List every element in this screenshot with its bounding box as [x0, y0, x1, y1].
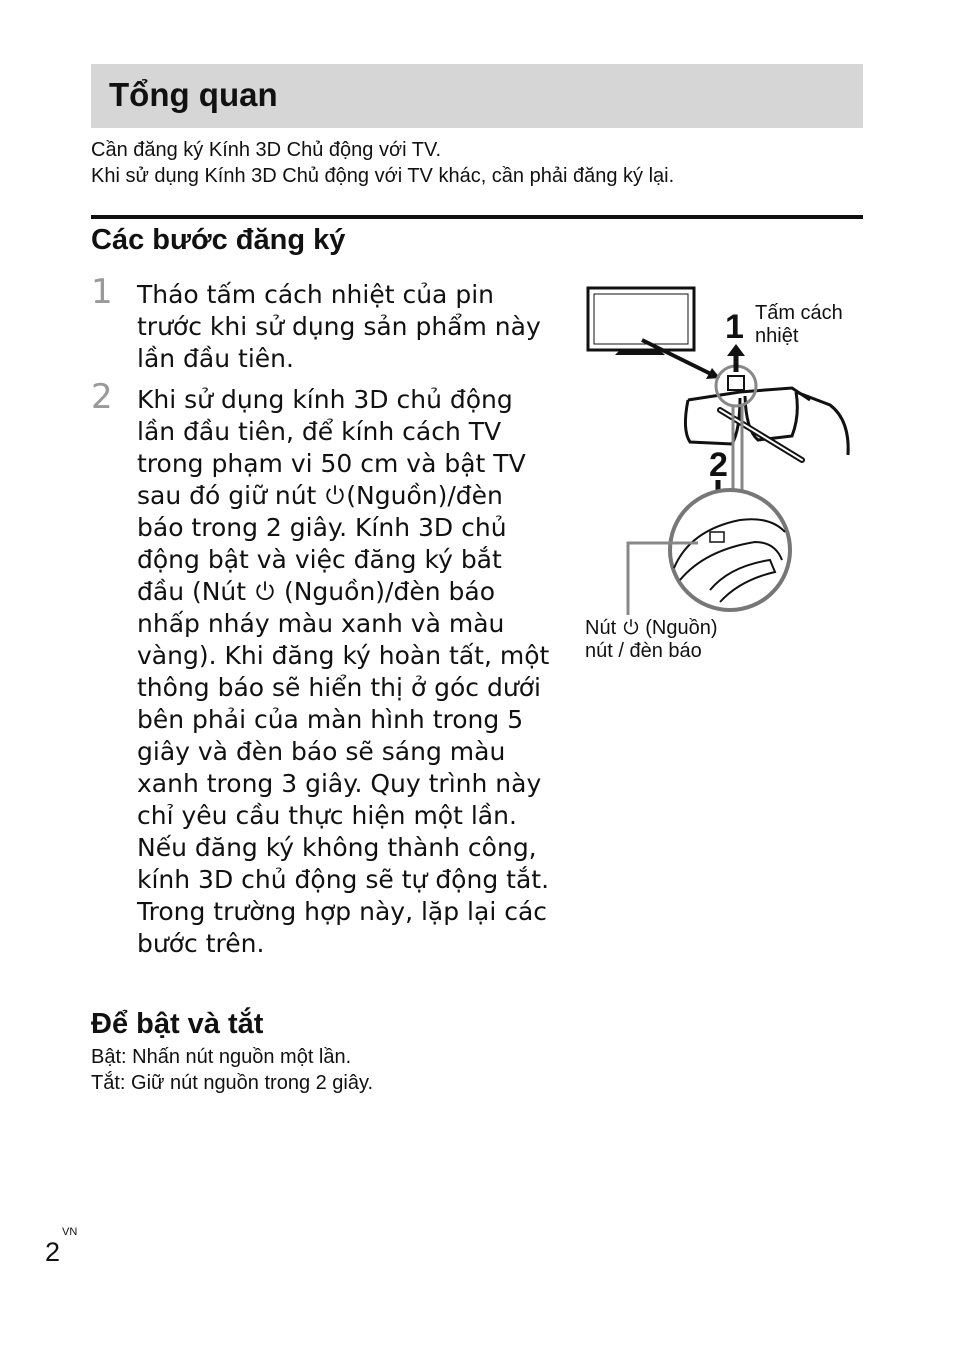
step-1-marker: 1: [725, 308, 744, 346]
step-text: [137, 279, 552, 375]
power-button-label: [585, 617, 718, 663]
page-number: 2: [45, 1237, 61, 1267]
page-title: Tổng quan: [109, 76, 278, 113]
intro-line: Cần đăng ký Kính 3D Chủ động với TV.: [91, 139, 441, 161]
intro-line: Khi sử dụng Kính 3D Chủ động với TV khác, cần phải đăng ký lại.: [91, 165, 675, 187]
step-number: 1: [91, 272, 113, 312]
insulation-label-line: Tấm cách: [755, 302, 843, 324]
insulation-label-line: nhiệt: [755, 325, 799, 347]
power-button-label-line: [585, 617, 718, 640]
step-2-part-c: (Nguồn)/đèn báo nhấp nháy màu xanh và màu vàng). Khi đăng ký hoàn tất, một thông báo sẽ hiển thị ở góc dưới bên phải của màn hình trong 5 giây và đèn báo sẽ sáng màu xanh trong 3 giây. Quy trình này chỉ yêu cầu thực hiện một lần.: [137, 577, 550, 830]
step-2-part-b: (Nguồn)/đèn báo trong 2 giây. Kính 3D chủ động bật và việc đăng ký bắt đầu (Nút: [137, 481, 507, 606]
button-label-a: Nút: [585, 617, 622, 639]
step-1-text: Tháo tấm cách nhiệt của pin trước khi sử dụng sản phẩm này lần đầu tiên.: [137, 280, 541, 373]
power-instructions: [91, 1044, 373, 1096]
step-2-marker: 2: [709, 446, 728, 484]
step-2-text: [137, 384, 552, 832]
step-text: [137, 384, 552, 960]
power-heading: Để bật và tắt: [91, 1008, 264, 1040]
step-2-note: Nếu đăng ký không thành công, kính 3D chủ động sẽ tự động tắt. Trong trường hợp này, lặp lại các bước trên.: [137, 833, 550, 958]
intro-text: [91, 137, 674, 189]
power-off-text: Tắt: Giữ nút nguồn trong 2 giây.: [91, 1072, 374, 1094]
section-divider: [91, 215, 863, 219]
section-title-bar: [91, 64, 863, 128]
language-code: VN: [62, 1226, 78, 1238]
insulation-sheet-label: [755, 302, 843, 348]
button-label-b: (Nguồn): [639, 617, 718, 639]
power-icon: [324, 484, 346, 506]
power-icon: [254, 580, 276, 602]
power-icon: [622, 618, 640, 636]
power-on-text: Bật: Nhấn nút nguồn một lần.: [91, 1046, 352, 1068]
power-button-label-line: nút / đèn báo: [585, 640, 702, 662]
step-number: 2: [91, 377, 113, 417]
registration-illustration: [570, 280, 870, 680]
step-2-part-a: Khi sử dụng kính 3D chủ động lần đầu tiên, để kính cách TV trong phạm vi 50 cm và bật TV sau đó giữ nút: [137, 385, 526, 510]
registration-heading: Các bước đăng ký: [91, 224, 346, 256]
